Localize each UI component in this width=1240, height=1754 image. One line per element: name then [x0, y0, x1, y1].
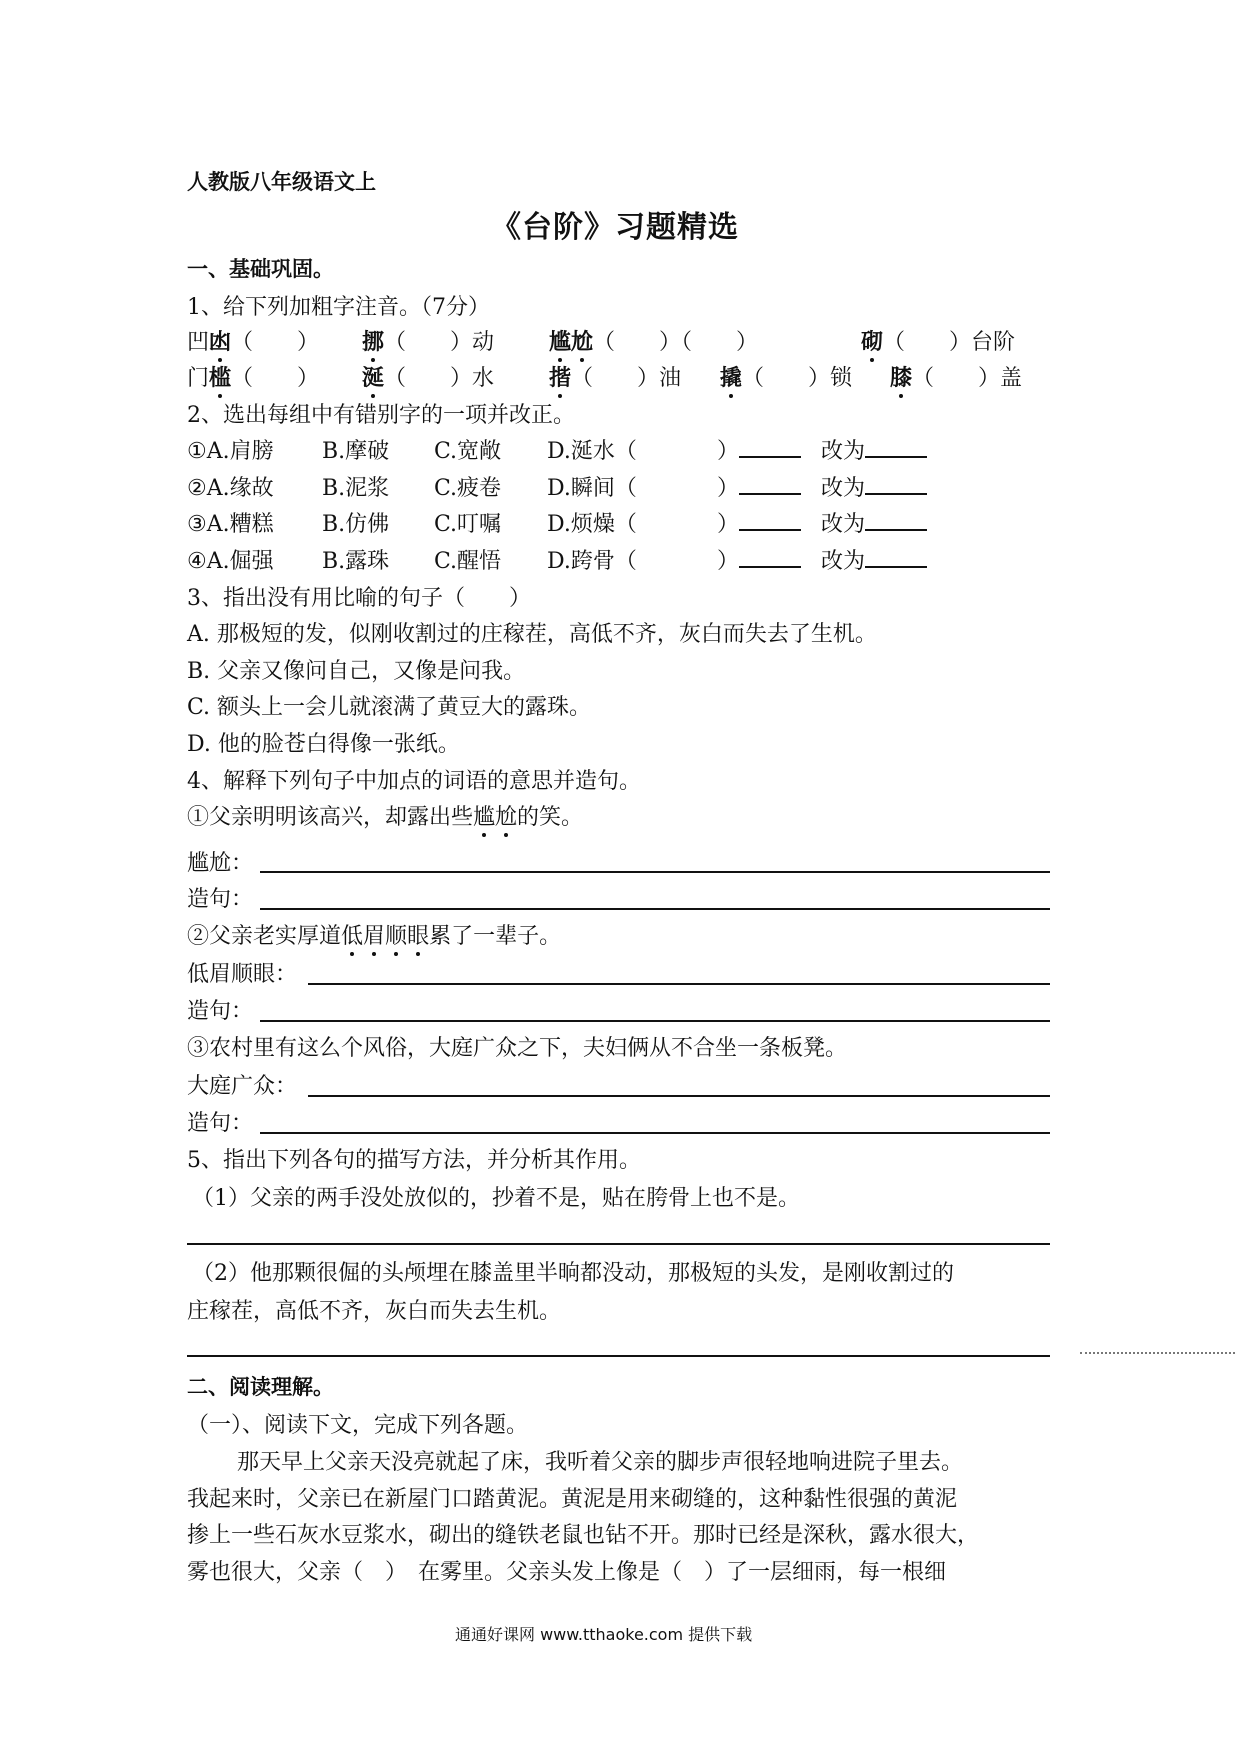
q5-item-2-line-1: （2）他那颗很倔的头颅埋在膝盖里半晌都没动，那极短的头发，是刚收割过的	[192, 1261, 954, 1286]
q4-zaoju-3: 造句：	[187, 1111, 254, 1136]
q3-option-b: B. 父亲又像问自己，又像是问我。	[187, 659, 526, 684]
q2-row-4-change: 改为	[821, 544, 927, 575]
q1-row1-a: 凹凼（ ）	[187, 329, 320, 355]
q1-row1-b: 挪（ ）动	[362, 329, 495, 355]
q4-label-2: 低眉顺眼：	[187, 962, 298, 987]
answer-line[interactable]	[260, 908, 1050, 910]
margin-dots	[1080, 1352, 1235, 1354]
q2-row-1-c: C.宽敞	[434, 439, 502, 464]
q2-row-1-d: D.涎水（	[547, 439, 637, 464]
page-title: 《台阶》习题精选	[491, 210, 739, 245]
answer-line[interactable]	[260, 1132, 1050, 1134]
q4-zaoju-2: 造句：	[187, 999, 254, 1024]
q3-prompt: 3、指出没有用比喻的句子（ ）	[187, 586, 531, 611]
q2-row-2-d: D.瞬间（	[547, 476, 637, 501]
q2-row-3-b: B.仿佛	[322, 512, 390, 537]
passage-line: 雾也很大，父亲（ ） 在雾里。父亲头发上像是（ ）了一层细雨，每一根细	[187, 1560, 947, 1585]
q2-row-1-b: B.摩破	[322, 439, 390, 464]
q2-row-1-close: ）	[717, 434, 801, 465]
q2-row-3-d: D.烦燥（	[547, 512, 637, 537]
answer-line[interactable]	[260, 1020, 1050, 1022]
answer-line[interactable]	[187, 1355, 1050, 1357]
q2-row-2-change: 改为	[821, 471, 927, 502]
q2-row-2-c: C.疲卷	[434, 476, 502, 501]
q2-row-2-b: B.泥浆	[322, 476, 390, 501]
q4-label-3: 大庭广众：	[187, 1074, 298, 1099]
q2-row-4-close: ）	[717, 544, 801, 575]
q2-row-3-change: 改为	[821, 507, 927, 538]
q4-prompt: 4、解释下列句子中加点的词语的意思并造句。	[187, 769, 641, 794]
q2-row-2-close: ）	[717, 471, 801, 502]
q2-row-4-a: ④A.倔强	[187, 549, 274, 574]
q1-row2-b: 涎（ ）水	[362, 365, 495, 391]
q4-label-1: 尴尬：	[187, 851, 254, 876]
answer-line[interactable]	[187, 1243, 1050, 1245]
q5-item-1: （1）父亲的两手没处放似的，抄着不是，贴在胯骨上也不是。	[192, 1186, 800, 1211]
q4-sentence-1: ①父亲明明该高兴，却露出些尴尬的笑。	[187, 805, 584, 830]
q2-row-1-a: ①A.肩膀	[187, 439, 274, 464]
q3-option-d: D. 他的脸苍白得像一张纸。	[187, 732, 460, 757]
reading-instruction: （一）、阅读下文，完成下列各题。	[187, 1413, 529, 1438]
q1-row2-e: 膝（ ）盖	[890, 365, 1023, 391]
q2-row-4-b: B.露珠	[322, 549, 390, 574]
answer-line[interactable]	[308, 983, 1050, 985]
q1-row2-d: 撬（ ）锁	[720, 365, 853, 391]
q5-item-2-line-2: 庄稼茬，高低不齐，灰白而失去生机。	[187, 1299, 562, 1324]
passage-line: 那天早上父亲天没亮就起了床，我听着父亲的脚步声很轻地响进院子里去。	[237, 1450, 964, 1475]
passage-line: 掺上一些石灰水豆浆水，砌出的缝铁老鼠也钻不开。那时已经是深秋，露水很大，	[187, 1523, 980, 1548]
passage-line: 我起来时，父亲已在新屋门口踏黄泥。黄泥是用来砌缝的，这种黏性很强的黄泥	[187, 1487, 958, 1512]
q3-option-a: A. 那极短的发，似刚收割过的庄稼茬，高低不齐，灰白而失去了生机。	[187, 622, 877, 647]
q4-sentence-2: ②父亲老实厚道低眉顺眼累了一辈子。	[187, 924, 562, 949]
q4-zaoju-1: 造句：	[187, 887, 254, 912]
q2-row-4-c: C.醒悟	[434, 549, 502, 574]
q2-row-2-a: ②A.缘故	[187, 476, 274, 501]
q2-row-3-a: ③A.糟糕	[187, 512, 274, 537]
series-label: 人教版八年级语文上	[187, 170, 376, 194]
q2-row-1-change: 改为	[821, 434, 927, 465]
section-heading-basics: 一、基础巩固。	[187, 257, 334, 281]
q2-row-3-close: ）	[717, 507, 801, 538]
q2-prompt: 2、选出每组中有错别字的一项并改正。	[187, 403, 575, 428]
q1-row1-c: 尴尬（ ）（ ）	[549, 329, 759, 355]
q1-prompt: 1、给下列加粗字注音。（7分）	[187, 295, 490, 320]
q5-prompt: 5、指出下列各句的描写方法，并分析其作用。	[187, 1148, 641, 1173]
q2-row-3-c: C.叮嘱	[434, 512, 502, 537]
section-heading-reading: 二、阅读理解。	[187, 1375, 334, 1399]
q3-option-c: C. 额头上一会儿就滚满了黄豆大的露珠。	[187, 695, 592, 720]
footer-source: 通通好课网 www.tthaoke.com 提供下载	[455, 1625, 753, 1644]
q1-row2-a: 门槛（ ）	[187, 365, 320, 391]
q1-row2-c: 揩（ ）油	[549, 365, 682, 391]
q2-row-4-d: D.跨骨（	[547, 549, 637, 574]
answer-line[interactable]	[308, 1095, 1050, 1097]
answer-line[interactable]	[260, 871, 1050, 873]
q4-sentence-3: ③农村里有这么个风俗，大庭广众之下，夫妇俩从不合坐一条板凳。	[187, 1036, 848, 1061]
q1-row1-d: 砌（ ）台阶	[861, 329, 1016, 355]
